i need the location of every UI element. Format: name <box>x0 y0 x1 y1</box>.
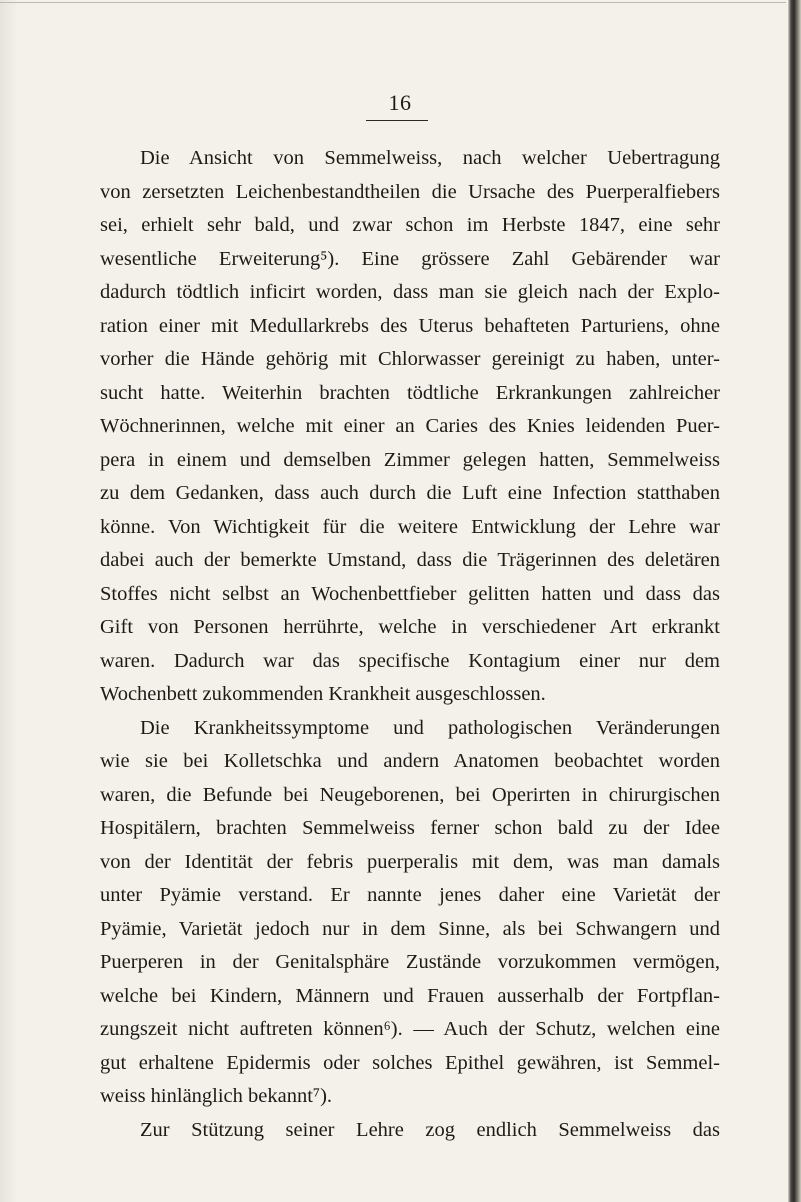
text-line: Die Ansicht von Semmelweiss, nach welcher Uebertragung <box>140 147 720 169</box>
text-line: Puerperen in der Genitalsphäre Zustände vorzukommen vermögen, <box>100 951 720 973</box>
text-line: wie sie bei Kolletschka und andern Anatomen beobachtet worden <box>100 750 720 772</box>
text-line: sei, erhielt sehr bald, und zwar schon im Herbste 1847, eine sehr <box>100 214 720 236</box>
page-edge-shadow <box>788 0 801 1202</box>
text-line: von zersetzten Leichenbestandtheilen die Ursache des Puerperalfiebers <box>100 180 720 203</box>
text-line: waren, die Befunde bei Neugeborenen, bei Operirten in chirurgischen <box>100 783 720 806</box>
text-line: zu dem Gedanken, dass auch durch die Luft eine Infection statthaben <box>100 482 720 504</box>
text-line: Gift von Personen herrührte, welche in verschiedener Art erkrankt <box>100 616 720 638</box>
text-line: weiss hinlänglich bekannt⁷). <box>100 1085 333 1107</box>
text-line: pera in einem und demselben Zimmer gelegen hatten, Semmelweiss <box>100 448 720 471</box>
text-line: Wöchnerinnen, welche mit einer an Caries des Knies leidenden Puer- <box>100 415 720 437</box>
text-line: unter Pyämie verstand. Er nannte jenes daher eine Varietät der <box>100 884 720 906</box>
text-line: von der Identität der febris puerperalis mit dem, was man damals <box>100 850 720 873</box>
text-line: welche bei Kindern, Männern und Frauen ausserhalb der Fortpflan- <box>100 984 720 1007</box>
text-line: Zur Stützung seiner Lehre zog endlich Semmelweiss das <box>140 1118 720 1141</box>
page-gutter-shadow <box>0 0 18 1202</box>
text-line: dabei auch der bemerkte Umstand, dass die Trägerinnen des deletären <box>100 549 720 571</box>
text-line: wesentliche Erweiterung⁵). Eine grössere Zahl Gebärender war <box>100 247 720 270</box>
text-line: Wochenbett zukommenden Krankheit ausgeschlossen. <box>100 683 546 705</box>
text-line: vorher die Hände gehörig mit Chlorwasser gereinigt zu haben, unter- <box>100 348 720 370</box>
page-number: 16 <box>388 90 412 115</box>
text-line: Hospitälern, brachten Semmelweiss ferner schon bald zu der Idee <box>100 817 720 839</box>
text-line: dadurch tödtlich inficirt worden, dass man sie gleich nach der Explo- <box>100 281 720 303</box>
text-line: gut erhaltene Epidermis oder solches Epithel gewähren, ist Semmel- <box>100 1051 720 1074</box>
text-line: waren. Dadurch war das specifische Kontagium einer nur dem <box>100 649 720 672</box>
top-edge-rule <box>0 2 786 3</box>
text-line: ration einer mit Medullarkrebs des Uterus behafteten Parturiens, ohne <box>100 314 720 337</box>
page-number-underline <box>366 120 428 121</box>
text-line: Die Krankheitssymptome und pathologischen Veränderungen <box>140 716 720 739</box>
text-line: könne. Von Wichtigkeit für die weitere Entwicklung der Lehre war <box>100 515 720 538</box>
text-line: Pyämie, Varietät jedoch nur in dem Sinne, als bei Schwangern und <box>100 917 720 940</box>
text-line: zungszeit nicht auftreten können⁶). — Auch der Schutz, welchen eine <box>100 1018 720 1040</box>
text-line: Stoffes nicht selbst an Wochenbettfieber gelitten hatten und dass das <box>100 582 720 605</box>
text-line: sucht hatte. Weiterhin brachten tödtliche Erkrankungen zahlreicher <box>100 381 720 404</box>
body-text <box>100 142 720 1147</box>
